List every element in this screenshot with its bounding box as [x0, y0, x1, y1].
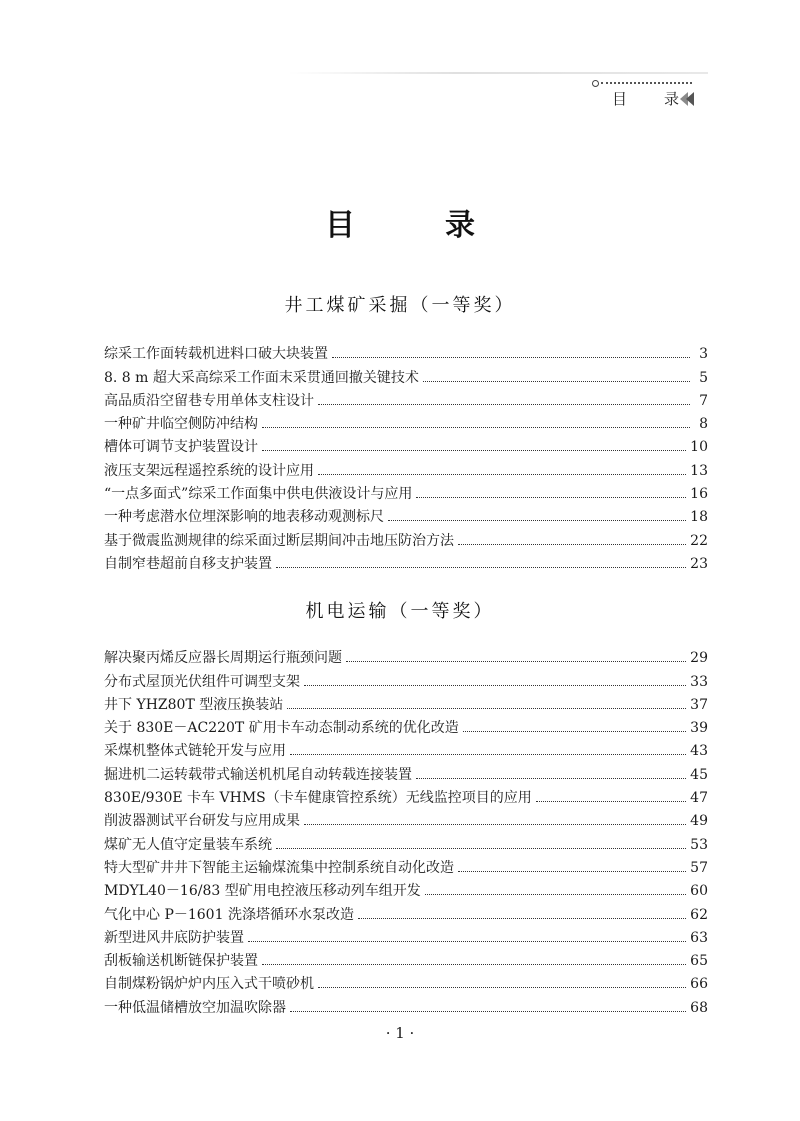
dot-leader [318, 404, 690, 405]
dot-leader [423, 381, 690, 382]
dot-leader [425, 894, 686, 895]
toc-entry[interactable] [104, 410, 708, 433]
dot-leader [304, 685, 686, 686]
dot-leader [287, 708, 686, 709]
toc-entry-title: 基于微震监测规律的综采面过断层期间冲击地压防治方法 [104, 532, 454, 549]
toc-entry[interactable] [104, 644, 708, 667]
dot-leader [304, 824, 686, 825]
header-circle-ornament [592, 80, 599, 87]
toc-entry-page: 57 [690, 859, 708, 876]
toc-entry-page: 39 [690, 720, 708, 737]
toc-entry[interactable] [104, 830, 708, 853]
toc-entry[interactable] [104, 877, 708, 900]
toc-entry-title: 自制窄巷超前自移支护装置 [104, 555, 272, 572]
toc-entry[interactable] [104, 760, 708, 783]
dot-leader [262, 427, 690, 428]
toc-entry[interactable] [104, 363, 708, 386]
toc-entry-page: 66 [690, 976, 708, 993]
toc-entry-title: 槽体可调节支护装置设计 [104, 439, 258, 456]
toc-entry[interactable] [104, 667, 708, 690]
toc-entry-page: 16 [690, 486, 708, 503]
toc-entry-title: “一点多面式”综采工作面集中供电供液设计与应用 [104, 486, 413, 503]
toc-entry-title: 自制煤粉锅炉炉内压入式干喷砂机 [104, 976, 314, 993]
toc-entry-page: 62 [690, 906, 708, 923]
toc-entry-title: 一种考虑潜水位埋深影响的地表移动观测标尺 [104, 509, 384, 526]
toc-entry[interactable] [104, 784, 708, 807]
toc-entry-page: 65 [690, 953, 708, 970]
toc-entry-page: 37 [690, 696, 708, 713]
header-dot-leader [592, 79, 692, 87]
toc-entry[interactable] [104, 503, 708, 526]
toc-entry-title: 解决聚丙烯反应器长周期运行瓶颈问题 [104, 650, 342, 667]
section-heading-mining: 井工煤矿采掘（一等奖） [284, 295, 516, 316]
toc-entry[interactable] [104, 924, 708, 947]
running-header-label: 目录 [612, 90, 717, 108]
dot-leader [318, 474, 686, 475]
dot-leader [346, 661, 686, 662]
dot-leader [536, 801, 686, 802]
toc-entry-page: 49 [690, 813, 708, 830]
double-left-arrow-icon [680, 92, 692, 106]
dot-leader [458, 871, 686, 872]
toc-entry-page: 63 [690, 929, 708, 946]
toc-entry-page: 60 [690, 883, 708, 900]
toc-entry-title: 特大型矿井井下智能主运输煤流集中控制系统自动化改造 [104, 859, 454, 876]
dot-leader [458, 544, 686, 545]
title-char-1: 目 [325, 208, 355, 243]
toc-entry[interactable] [104, 807, 708, 830]
toc-entry-title: 气化中心 P－1601 洗涤塔循环水泵改造 [104, 906, 354, 923]
running-header [612, 88, 717, 109]
page-number: · 1 · [385, 1024, 415, 1042]
dot-leader [332, 357, 690, 358]
toc-entry-title: MDYL40－16/83 型矿用电控液压移动列车组开发 [104, 883, 421, 900]
toc-entry-page: 53 [690, 836, 708, 853]
toc-entry-title: 高品质沿空留巷专用单体支柱设计 [104, 392, 314, 409]
toc-entry[interactable] [104, 737, 708, 760]
toc-entry-page: 22 [690, 532, 708, 549]
toc-entry[interactable] [104, 433, 708, 456]
toc-entry[interactable] [104, 691, 708, 714]
toc-entry-title: 煤矿无人值守定量装车系统 [104, 836, 272, 853]
toc-entry[interactable] [104, 714, 708, 737]
toc-entry[interactable] [104, 526, 708, 549]
section-heading-electromechanical: 机电运输（一等奖） [305, 601, 495, 622]
header-dotted-line [601, 82, 692, 84]
toc-entry[interactable] [104, 993, 708, 1016]
toc-entry-page: 13 [690, 462, 708, 479]
toc-entry-title: 新型进风井底防护装置 [104, 929, 244, 946]
toc-entry[interactable] [104, 947, 708, 970]
dot-leader [416, 497, 686, 498]
toc-entry[interactable] [104, 900, 708, 923]
toc-entry-title: 关于 830E－AC220T 矿用卡车动态制动系统的优化改造 [104, 720, 459, 737]
toc-entry-page: 45 [690, 766, 708, 783]
toc-entry-page: 68 [690, 999, 708, 1016]
dot-leader [276, 848, 686, 849]
toc-entry[interactable] [104, 550, 708, 573]
toc-entry[interactable] [104, 387, 708, 410]
toc-entry-title: 分布式屋顶光伏组件可调型支架 [104, 673, 300, 690]
toc-entry-page: 29 [690, 650, 708, 667]
title-char-2: 录 [445, 208, 475, 243]
toc-entry-page: 33 [690, 673, 708, 690]
toc-entry[interactable] [104, 480, 708, 503]
toc-entry-title: 综采工作面转载机进料口破大块装置 [104, 346, 328, 363]
toc-entry-title: 一种矿井临空侧防冲结构 [104, 416, 258, 433]
dot-leader [248, 941, 686, 942]
toc-entry-title: 一种低温储槽放空加温吹除器 [104, 999, 286, 1016]
toc-entry-page: 10 [690, 439, 708, 456]
toc-entry-title: 采煤机整体式链轮开发与应用 [104, 743, 286, 760]
toc-entry-page: 7 [699, 392, 708, 409]
toc-entry[interactable] [104, 456, 708, 479]
toc-entry-title: 液压支架远程遥控系统的设计应用 [104, 462, 314, 479]
dot-leader [463, 731, 686, 732]
toc-entry[interactable] [104, 340, 708, 363]
toc-entry-title: 刮板输送机断链保护装置 [104, 953, 258, 970]
dot-leader [276, 567, 686, 568]
toc-list-mining [104, 340, 708, 573]
header-rule [288, 72, 708, 74]
toc-entry-title: 掘进机二运转载带式输送机机尾自动转载连接装置 [104, 766, 412, 783]
toc-entry-page: 23 [690, 555, 708, 572]
dot-leader [262, 450, 686, 451]
dot-leader [358, 918, 686, 919]
dot-leader [290, 754, 686, 755]
dot-leader [318, 987, 686, 988]
toc-entry-title: 8. 8 m 超大采高综采工作面末采贯通回撤关键技术 [104, 369, 419, 386]
toc-entry-page: 8 [699, 416, 708, 433]
toc-entry-title: 削波器测试平台研发与应用成果 [104, 813, 300, 830]
toc-entry-page: 18 [690, 509, 708, 526]
toc-entry-page: 5 [699, 369, 708, 386]
dot-leader [388, 520, 686, 521]
toc-entry[interactable] [104, 854, 708, 877]
toc-entry-title: 830E/930E 卡车 VHMS（卡车健康管控系统）无线监控项目的应用 [104, 790, 532, 807]
toc-entry-page: 43 [690, 743, 708, 760]
toc-entry-page: 3 [699, 346, 708, 363]
toc-entry-page: 47 [690, 790, 708, 807]
dot-leader [262, 964, 686, 965]
toc-entry-title: 井下 YHZ80T 型液压换装站 [104, 696, 284, 713]
dot-leader [290, 1011, 686, 1012]
dot-leader [416, 778, 686, 779]
toc-list-electromechanical [104, 644, 708, 1017]
page-title [0, 200, 800, 244]
toc-entry[interactable] [104, 970, 708, 993]
